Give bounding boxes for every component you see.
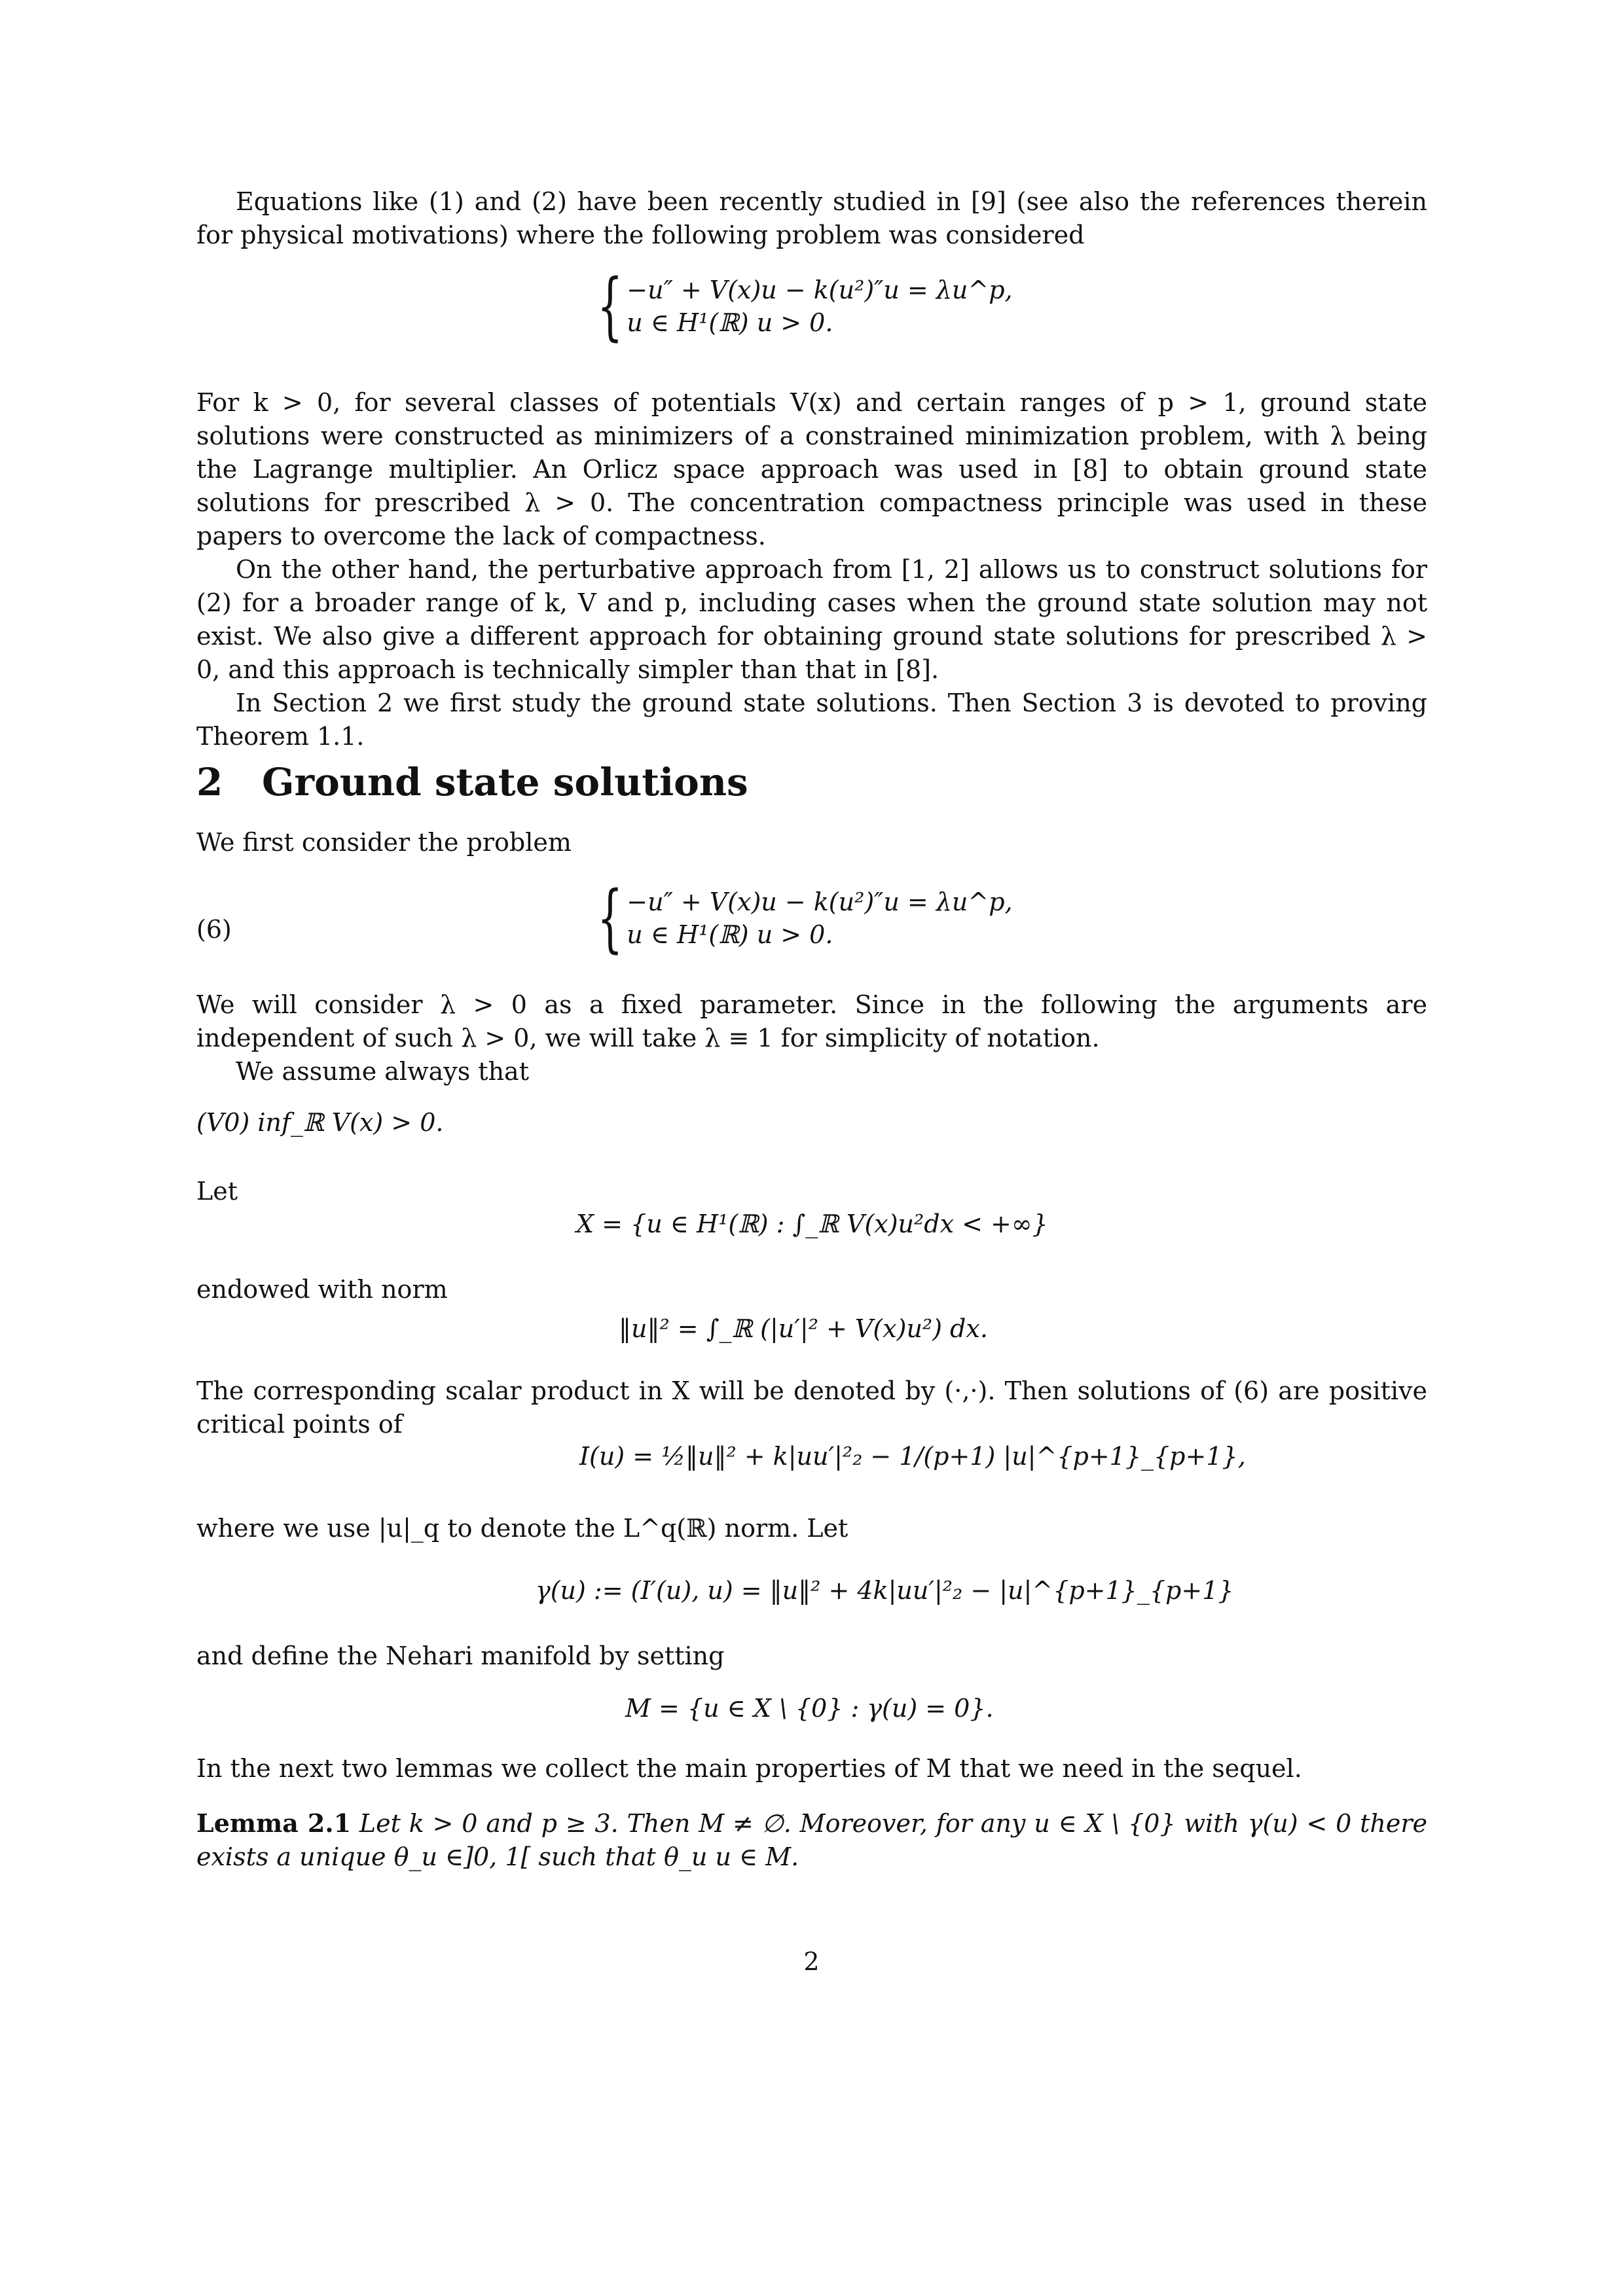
left-brace: {: [597, 264, 623, 349]
paragraph-first-consider: We first consider the problem: [196, 828, 572, 857]
paragraph-two-lemmas: In the next two lemmas we collect the main properties of M that we need in the sequel.: [196, 1754, 1302, 1783]
paragraph-perturbative: On the other hand, the perturbative approach from [1, 2] allows us to construct solutions for (2) for a broader range of k, V and p, including cases when the ground state solution may not exist. We also give a different approach for obtaining ground state solutions for prescribed λ > 0, and this approach is technically simpler than that in [8].: [196, 555, 1427, 684]
page-number: 2: [803, 1947, 820, 1976]
paragraph-nehari-block: [196, 1640, 1427, 1673]
equation-nehari-set: M = {u ∈ X \ {0} : γ(u) = 0}.: [625, 1694, 994, 1723]
system-line-2: u ∈ H¹(ℝ) u > 0.: [627, 920, 833, 949]
section-title-text: Ground state solutions: [262, 760, 748, 804]
paragraph-assume: We assume always that: [236, 1057, 529, 1086]
paragraph-lq-block: [196, 1512, 1427, 1545]
paragraph-lq-norm: where we use |u|_q to denote the L^q(ℝ) norm. Let: [196, 1514, 848, 1543]
paragraph-fixed-parameter: We will consider λ > 0 as a fixed parameter. Since in the following the arguments are independent of such λ > 0, we will take λ ≡ 1 for simplicity of notation.: [196, 990, 1427, 1052]
paragraph-let-block: [196, 1175, 1427, 1208]
paragraph-group-2: [196, 988, 1427, 1088]
paragraph-scalar-block: [196, 1374, 1427, 1441]
paragraph-endowed: endowed with norm: [196, 1275, 448, 1304]
paragraph-endowed-block: [196, 1273, 1427, 1306]
system-line-1: −u″ + V(x)u − k(u²)″u = λu^p,: [627, 888, 1013, 916]
paragraph-intro-block: [196, 185, 1427, 252]
left-brace: {: [597, 876, 623, 961]
equation-label-6: (6): [196, 915, 232, 944]
paragraph-section-overview: In Section 2 we first study the ground state solutions. Then Section 3 is devoted to proving Theorem 1.1.: [196, 689, 1427, 751]
equation-gamma: γ(u) := (I′(u), u) = ‖u‖² + 4k|uu′|²₂ − |u|^{p+1}_{p+1}: [536, 1576, 1234, 1605]
system-line-1: −u″ + V(x)u − k(u²)″u = λu^p,: [627, 276, 1013, 304]
equation-system-1: [576, 264, 1013, 349]
paragraph-nehari: and define the Nehari manifold by setting: [196, 1641, 725, 1670]
lemma-statement: Let k > 0 and p ≥ 3. Then M ≠ ∅. Moreover, for any u ∈ X \ {0} with γ(u) < 0 there exists a unique θ_u ∈]0, 1[ such that θ_u u ∈ M.: [196, 1809, 1427, 1871]
lemma-2-1: [196, 1806, 1427, 1874]
paragraph-lemmas-block: [196, 1752, 1427, 1785]
paragraph-problem-block: [196, 826, 1427, 859]
system-line-2: u ∈ H¹(ℝ) u > 0.: [627, 308, 833, 337]
equation-functional: I(u) = ½‖u‖² + k|uu′|²₂ − 1/(p+1) |u|^{p+1}_{p+1},: [579, 1442, 1246, 1471]
equation-system-6: [576, 876, 1013, 961]
assumption-v0: (V0) inf_ℝ V(x) > 0.: [196, 1108, 444, 1137]
paragraph-let: Let: [196, 1177, 238, 1206]
equation-norm: ‖u‖² = ∫_ℝ (|u′|² + V(x)u²) dx.: [619, 1314, 988, 1343]
section-heading: [196, 759, 748, 805]
paragraph-scalar-product: The corresponding scalar product in X will be denoted by (·,·). Then solutions of (6) are positive critical points of: [196, 1376, 1427, 1439]
section-number: 2: [196, 760, 223, 804]
paragraph-group-1: [196, 386, 1427, 753]
equation-x-definition: X = {u ∈ H¹(ℝ) : ∫_ℝ V(x)u²dx < +∞}: [576, 1210, 1048, 1238]
lemma-heading: Lemma 2.1: [196, 1808, 352, 1838]
paragraph-intro: Equations like (1) and (2) have been recently studied in [9] (see also the references therein for physical motivations) where the following problem was considered: [196, 187, 1427, 249]
paragraph-k-positive: For k > 0, for several classes of potentials V(x) and certain ranges of p > 1, ground state solutions were constructed as minimizers of a constrained minimization problem, with λ being the Lagrange multiplier. An Orlicz space approach was used in [8] to obtain ground state solutions for prescribed λ > 0. The concentration compactness principle was used in these papers to overcome the lack of compactness.: [196, 388, 1427, 550]
